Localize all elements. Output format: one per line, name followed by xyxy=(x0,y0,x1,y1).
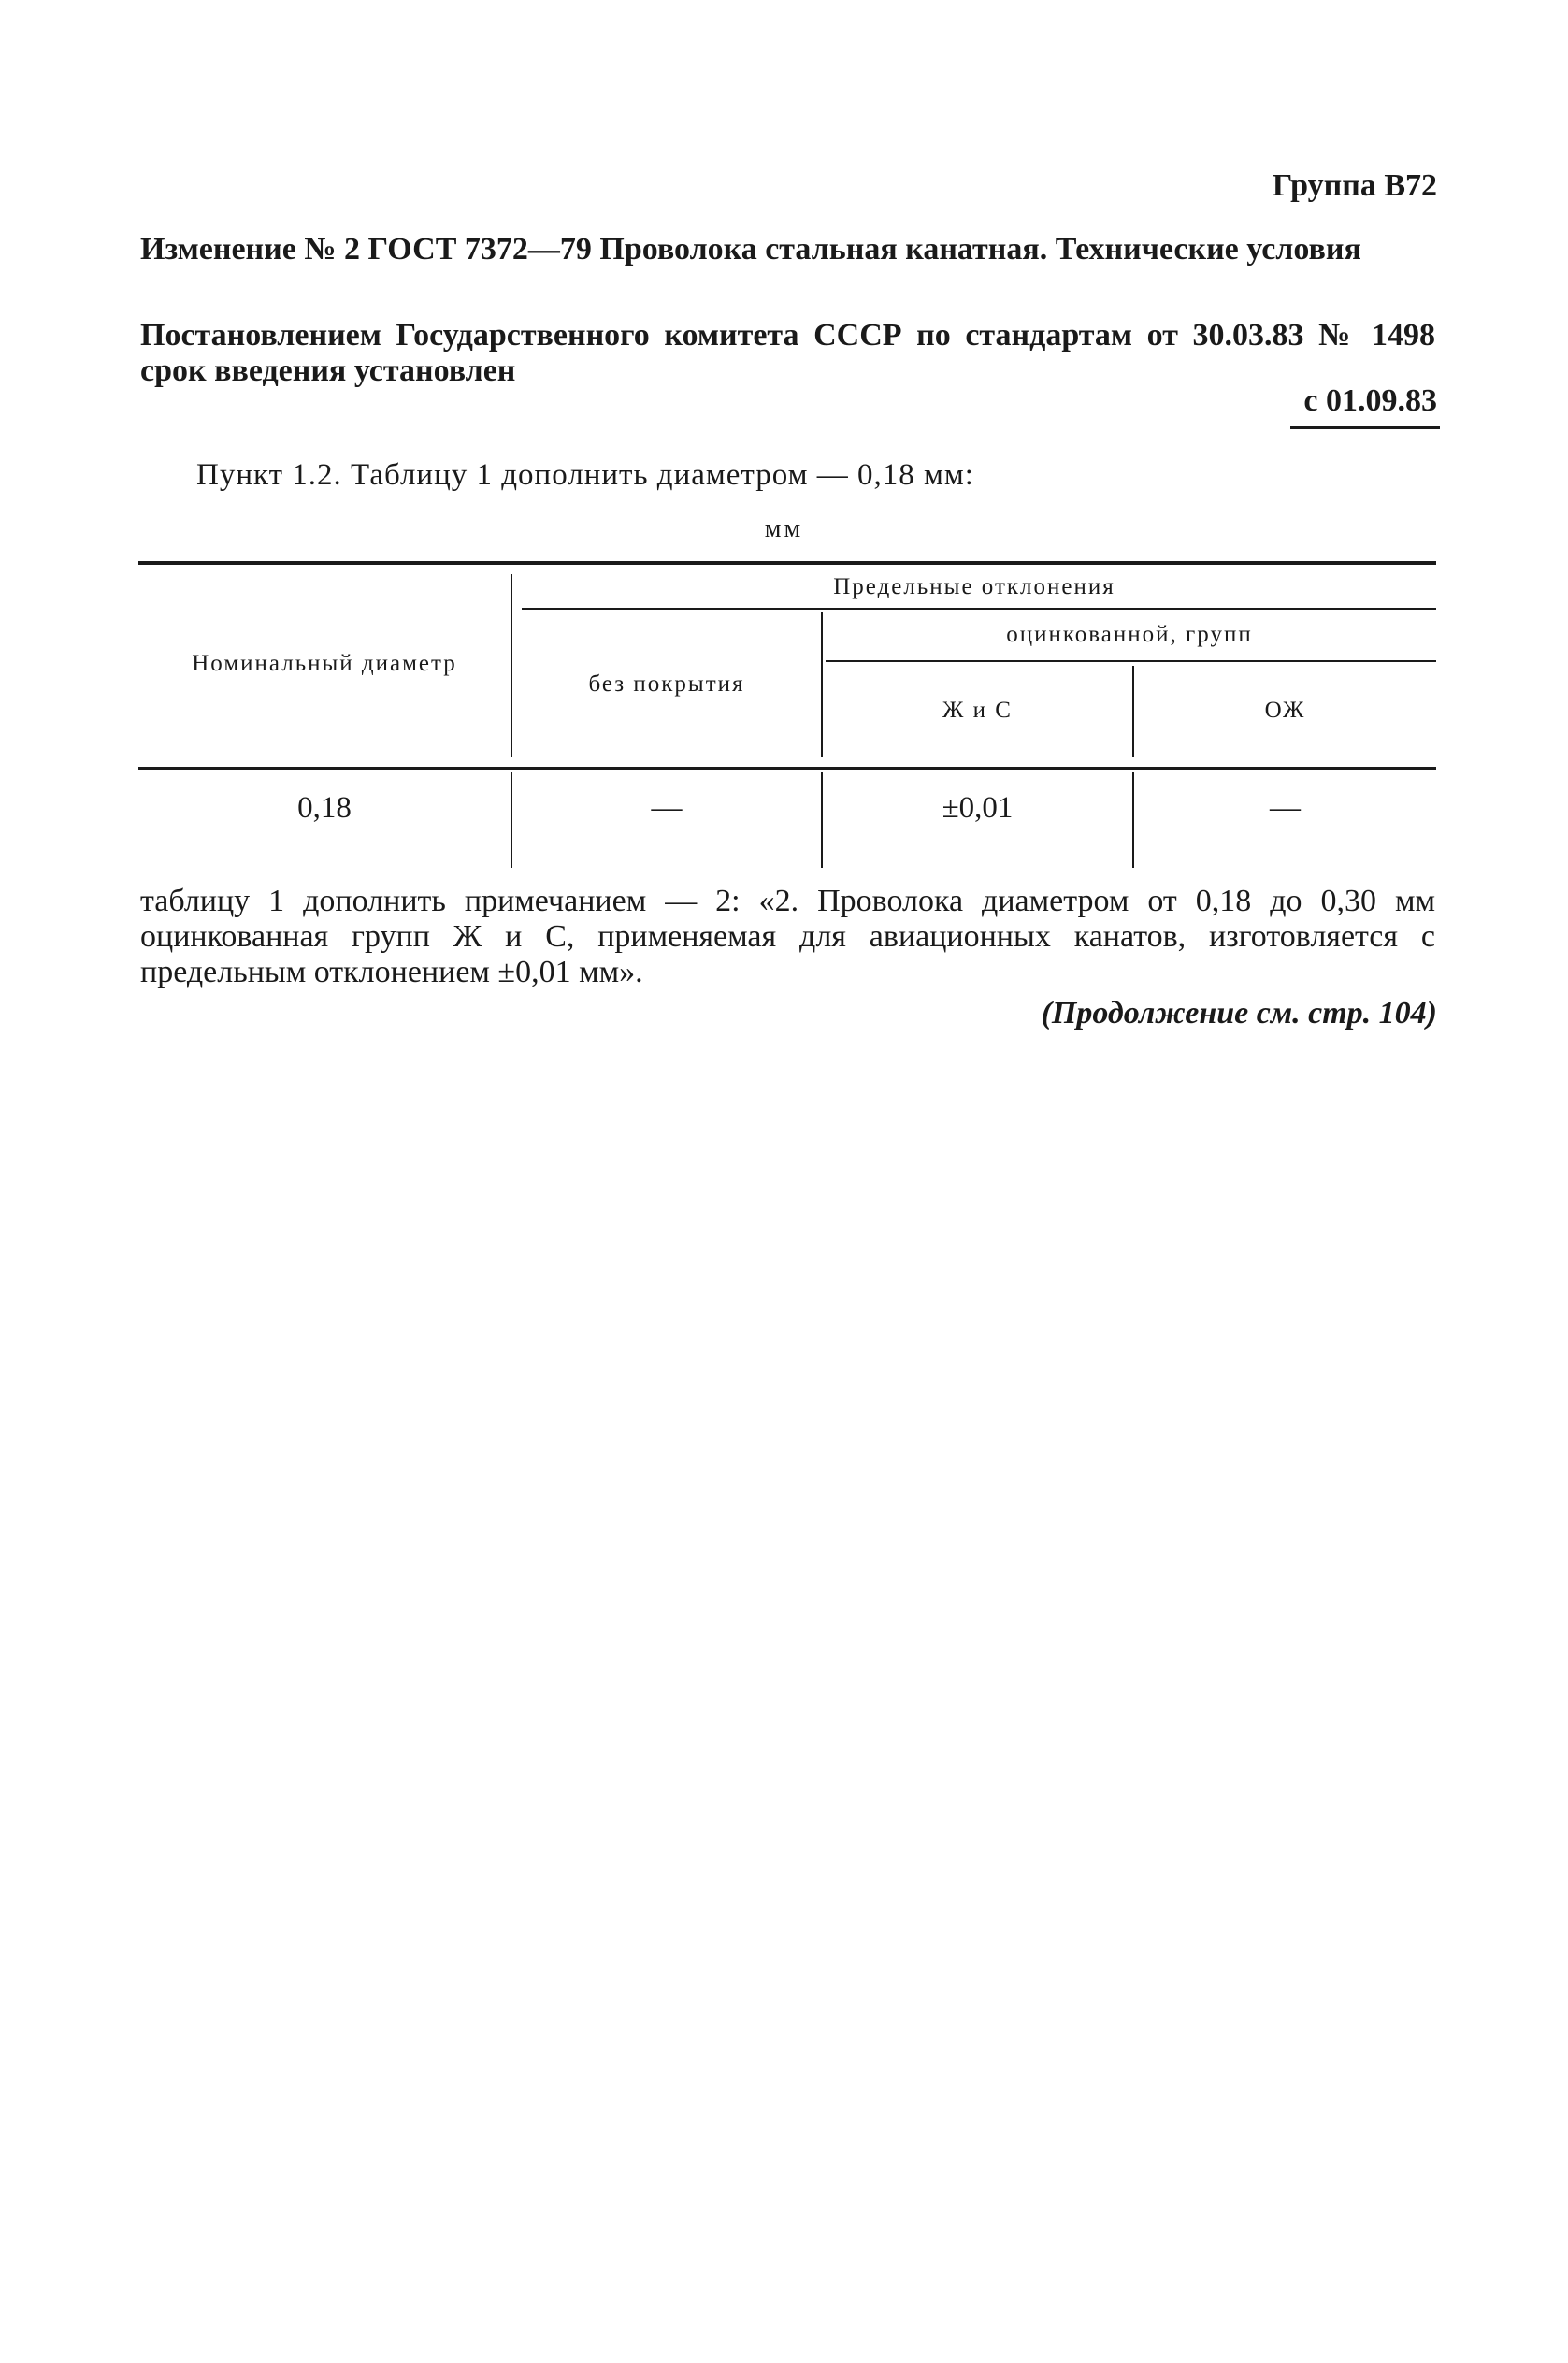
header-group-zh-s: Ж и С xyxy=(942,698,1013,723)
continuation-note: (Продолжение см. стр. 104) xyxy=(1041,996,1437,1030)
group-label: Группа В72 xyxy=(1272,168,1437,203)
unit-label: мм xyxy=(764,514,804,543)
table-top-rule xyxy=(138,561,1436,565)
cell-uncoated: — xyxy=(651,790,683,825)
deviation-table xyxy=(138,561,1436,870)
cell-diameter: 0,18 xyxy=(297,790,352,825)
resolution-text: Постановлением Государственного комитета СССР по стандартам от 30.03.83 № 1498 срок введения установлен xyxy=(140,318,1435,388)
effective-date-underline xyxy=(1290,426,1440,429)
header-nominal-diameter: Номинальный диаметр xyxy=(192,651,457,676)
header-group-ozh: ОЖ xyxy=(1264,698,1306,723)
header-limit-deviations: Предельные отклонения xyxy=(833,574,1115,599)
header-rule-1 xyxy=(522,608,1436,610)
cell-zh-s: ±0,01 xyxy=(942,790,1014,825)
header-galvanized-groups: оцинкованной, групп xyxy=(1006,622,1253,647)
header-bottom-rule xyxy=(138,767,1436,770)
cell-ozh: — xyxy=(1270,790,1301,825)
header-rule-2 xyxy=(826,660,1436,662)
note-paragraph: таблицу 1 дополнить примечанием — 2: «2. Проволока диаметром от 0,18 до 0,30 мм оцинкованная групп Ж и С, применяемая для авиационных канатов, изготовляется с предельным отклонением ±0,01 мм». xyxy=(140,884,1435,989)
clause-intro: Пункт 1.2. Таблицу 1 дополнить диаметром — 0,18 мм: xyxy=(196,458,974,492)
effective-date: с 01.09.83 xyxy=(1303,383,1437,418)
header-uncoated: без покрытия xyxy=(588,671,745,697)
amendment-title: Изменение № 2 ГОСТ 7372—79 Проволока стальная канатная. Технические условия xyxy=(140,232,1361,267)
